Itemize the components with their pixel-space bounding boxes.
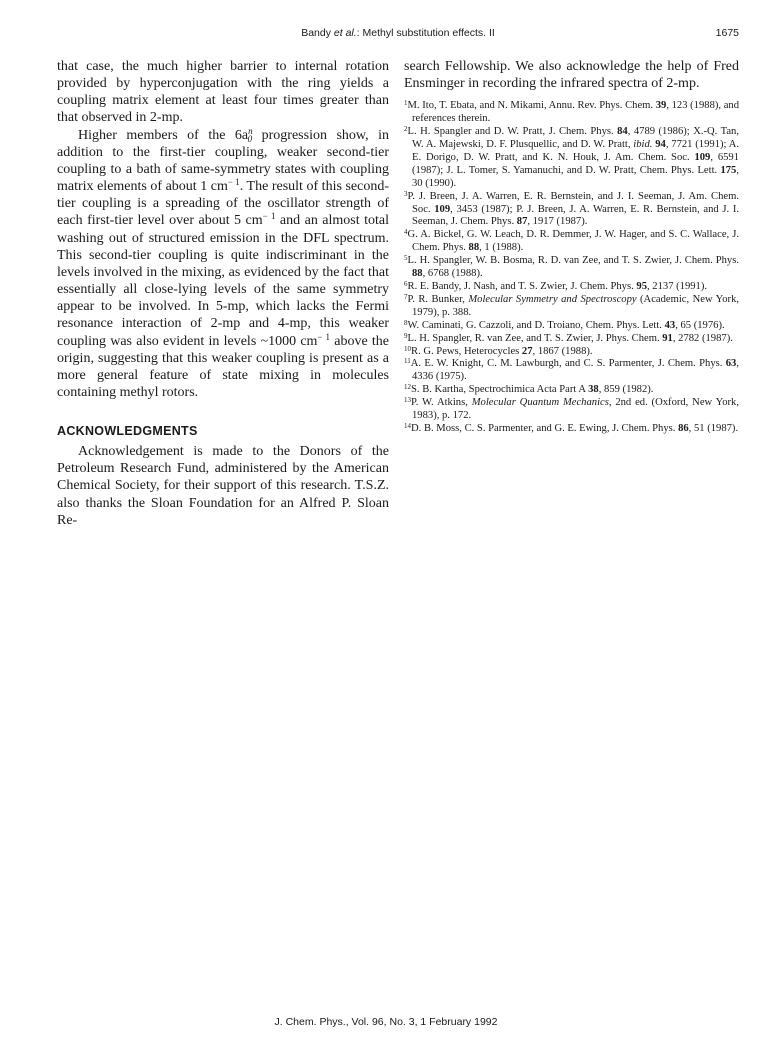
reference-number: 2 bbox=[404, 125, 408, 134]
reference-text: , 3453 (1987); P. J. Breen, J. A. Warren, E. R. Bernstein, and J. I. Seeman, J. Chem. Phys. bbox=[412, 203, 740, 228]
running-head-title bbox=[57, 27, 739, 39]
reference-number: 3 bbox=[404, 189, 408, 198]
reference-volume: 94 bbox=[655, 139, 666, 151]
reference-text: M. Ito, T. Ebata, and N. Mikami, Annu. Rev. Phys. Chem. bbox=[407, 100, 656, 112]
reference-number: 9 bbox=[404, 331, 408, 340]
reference-item bbox=[404, 281, 739, 294]
running-head-title-rest: : Methyl substitution effects. II bbox=[356, 27, 495, 39]
left-column bbox=[57, 58, 389, 529]
acknowledgments-text: Acknowledgement is made to the Donors of the Petroleum Research Fund, administered by the American Chemical Society, for their support of this research. T.S.Z. also thanks the Sloan Foundation for an Alfred P. Sloan Re- bbox=[57, 444, 389, 528]
reference-text: , 4789 (1986); X.-Q. Tan, W. A. Majewski, D. F. Plusquellic, and D. W. Pratt, bbox=[412, 126, 739, 151]
reference-text: , 4336 (1975). bbox=[412, 358, 739, 383]
reference-text: , 859 (1982). bbox=[598, 384, 654, 396]
reference-text: L. H. Spangler, R. van Zee, and T. S. Zwier, J. Phys. Chem. bbox=[407, 332, 663, 344]
superscript-n: n bbox=[248, 125, 253, 136]
running-head-etal: et al. bbox=[333, 27, 357, 39]
right-column bbox=[404, 58, 739, 436]
reference-volume: 86 bbox=[678, 422, 689, 434]
subscript-0: 0 bbox=[247, 133, 253, 144]
reference-volume: 88 bbox=[468, 242, 480, 254]
paragraph-2-part-c: . The result of this second-tier coupling is a spreading of the oscillator strength of each first-tier level over about 5 cm bbox=[57, 179, 389, 229]
reference-volume: 175 bbox=[720, 164, 737, 176]
reference-text: , 1917 (1987). bbox=[527, 216, 588, 228]
reference-text: P. J. Breen, J. A. Warren, E. R. Bernstein, and J. I. Seeman, J. Am. Chem. Soc. bbox=[407, 190, 739, 215]
reference-volume: 91 bbox=[662, 332, 673, 344]
reference-volume: 109 bbox=[694, 151, 711, 163]
reference-item bbox=[404, 126, 739, 191]
reference-text: , 7721 (1991); A. E. Dorigo, D. W. Pratt, and K. N. Houk, J. Am. Chem. Soc. bbox=[412, 139, 739, 163]
reference-book-title: Molecular Symmetry and Spectroscopy bbox=[468, 293, 637, 305]
superscript-minus-one: − 1 bbox=[227, 177, 240, 188]
reference-volume: 88 bbox=[412, 268, 423, 280]
body-paragraph-higher-members bbox=[57, 127, 389, 402]
reference-item bbox=[404, 294, 739, 320]
reference-text: , 30 (1990). bbox=[412, 164, 739, 189]
reference-volume: 43 bbox=[664, 319, 676, 331]
reference-number: 4 bbox=[404, 228, 408, 237]
reference-list bbox=[404, 100, 739, 436]
body-paragraph-continuation: that case, the much higher barrier to internal rotation provided by hyperconjugation with the ring yields a coupling matrix element at least four times greater than that observed in 2-mp. bbox=[57, 59, 389, 126]
reference-item bbox=[404, 320, 739, 333]
reference-item bbox=[404, 423, 739, 436]
reference-number: 14 bbox=[404, 421, 411, 430]
reference-text: , 6591 (1987); J. L. Tomer, S. Yamanuchi, and D. W. Pratt, Chem. Phys. Lett. bbox=[412, 151, 740, 176]
reference-text: P. W. Atkins, bbox=[411, 397, 472, 409]
journal-citation-footer: J. Chem. Phys., Vol. 96, No. 3, 1 February 1992 bbox=[274, 1016, 498, 1028]
reference-volume: 95 bbox=[636, 281, 647, 292]
reference-text: , 51 (1987). bbox=[688, 422, 739, 434]
acknowledgments-heading: ACKNOWLEDGMENTS bbox=[57, 424, 198, 439]
reference-volume: 39 bbox=[655, 100, 667, 112]
reference-item bbox=[404, 191, 739, 230]
reference-item bbox=[404, 346, 739, 359]
reference-text: L. H. Spangler, W. B. Bosma, R. D. van Zee, and T. S. Zwier, J. Chem. Phys. bbox=[407, 255, 739, 267]
reference-number: 12 bbox=[404, 383, 411, 392]
reference-volume: 27 bbox=[521, 345, 533, 357]
reference-text: W. Caminati, G. Cazzoli, and D. Troiano, Chem. Phys. Lett. bbox=[407, 319, 665, 331]
running-head bbox=[57, 27, 739, 43]
reference-item bbox=[404, 333, 739, 346]
reference-item bbox=[404, 397, 739, 423]
reference-book-title: ibid. bbox=[633, 139, 653, 151]
reference-number: 11 bbox=[404, 357, 411, 366]
paragraph-2-part-b: progression show, in addition to the first-tier coupling, weaker second-tier coupling to a bath of same-symmetry states with coupling matrix elements of about 1 cm bbox=[57, 127, 389, 195]
reference-text: , 2782 (1987). bbox=[672, 332, 733, 344]
reference-number: 5 bbox=[404, 254, 408, 263]
reference-text: (Academic, New York, 1979), p. 388. bbox=[412, 293, 740, 318]
reference-book-title: Molecular Quantum Mechanics bbox=[471, 397, 609, 409]
reference-text: , 6768 (1988). bbox=[422, 268, 483, 280]
reference-number: 10 bbox=[404, 344, 411, 353]
reference-text: A. E. W. Knight, C. M. Lawburgh, and C. S. Parmenter, J. Chem. Phys. bbox=[410, 358, 726, 370]
paragraph-2-part-d: and an almost total washing out of structured emission in the DFL spectrum. This second-tier coupling is quite indiscriminant in the levels involved in the mixing, as evidenced by the fact that essentially all close-lying levels of the same symmetry appear to be involved. In 5-mp, which lacks the Fermi resonance interaction of 2-mp and 4-mp, this weaker coupling was also evident in levels ~1000 cm bbox=[57, 213, 389, 349]
reference-item bbox=[404, 100, 739, 126]
reference-volume: 84 bbox=[617, 126, 628, 138]
reference-text: D. B. Moss, C. S. Parmenter, and G. E. Ewing, J. Chem. Phys. bbox=[411, 422, 679, 434]
reference-text: R. G. Pews, Heterocycles bbox=[411, 345, 522, 357]
reference-volume: 87 bbox=[516, 216, 528, 228]
reference-text: , 1867 (1988). bbox=[532, 345, 593, 357]
reference-item bbox=[404, 229, 739, 255]
running-head-authors: Bandy bbox=[301, 27, 331, 39]
reference-item bbox=[404, 384, 739, 397]
paragraph-2-part-a: Higher members of the 6a bbox=[78, 127, 249, 143]
reference-text: , 1 (1988). bbox=[479, 242, 524, 254]
reference-text: P. R. Bunker, bbox=[407, 293, 469, 305]
reference-item bbox=[404, 358, 739, 384]
reference-volume: 63 bbox=[725, 358, 737, 370]
page-number: 1675 bbox=[715, 27, 739, 39]
superscript-minus-one: − 1 bbox=[317, 331, 330, 342]
superscript-minus-one: − 1 bbox=[262, 211, 276, 222]
reference-text: L. H. Spangler and D. W. Pratt, J. Chem. Phys. bbox=[407, 126, 618, 138]
reference-text: , 65 (1976). bbox=[675, 319, 725, 331]
reference-number: 7 bbox=[404, 292, 408, 301]
reference-text: , 2137 (1991). bbox=[647, 281, 708, 292]
reference-volume: 38 bbox=[588, 384, 599, 396]
reference-text: S. B. Kartha, Spectrochimica Acta Part A bbox=[411, 384, 589, 396]
reference-volume: 109 bbox=[434, 203, 451, 215]
reference-number: 1 bbox=[404, 99, 408, 108]
reference-number: 6 bbox=[404, 280, 408, 288]
reference-text: G. A. Bickel, G. W. Leach, D. R. Demmer, J. W. Hager, and S. C. Wallace, J. Chem. Phys. bbox=[407, 229, 739, 254]
reference-item bbox=[404, 255, 739, 281]
reference-number: 8 bbox=[404, 318, 408, 327]
reference-text: , 123 (1988), and references therein. bbox=[412, 100, 740, 125]
reference-text: R. E. Bandy, J. Nash, and T. S. Zwier, J. Chem. Phys. bbox=[407, 281, 637, 292]
reference-text: , 2nd ed. (Oxford, New York, 1983), p. 172. bbox=[412, 397, 739, 422]
acknowledgments-continuation: search Fellowship. We also acknowledge the help of Fred Ensminger in recording the infrared spectra of 2-mp. bbox=[404, 59, 739, 92]
paragraph-2-part-e: above the origin, suggesting that this weaker coupling is present as a more general feature of state mixing in molecules containing methyl rotors. bbox=[57, 333, 390, 400]
reference-number: 13 bbox=[404, 396, 411, 405]
